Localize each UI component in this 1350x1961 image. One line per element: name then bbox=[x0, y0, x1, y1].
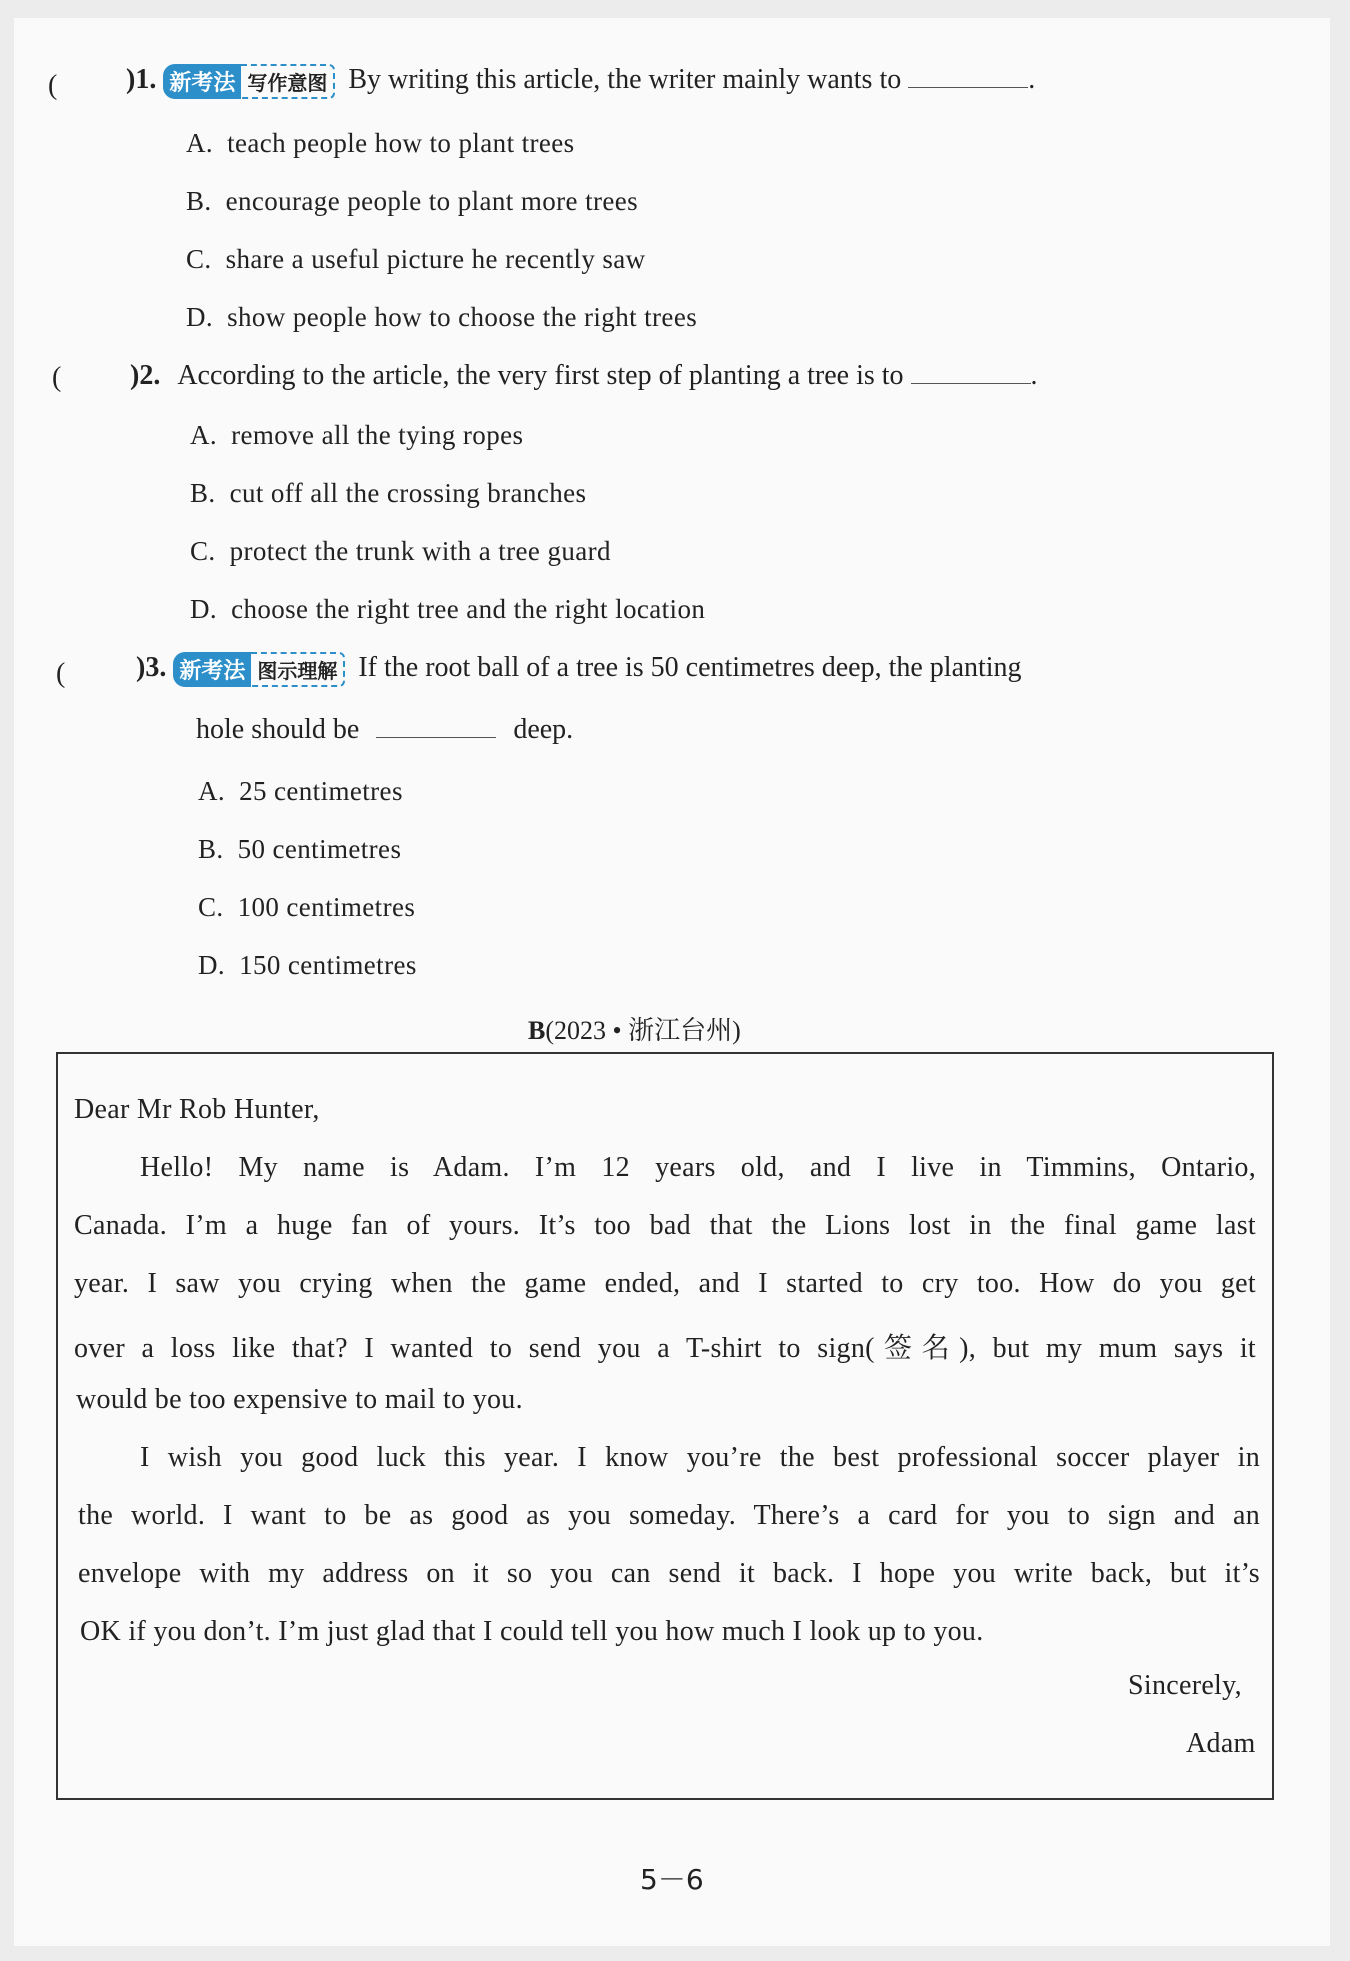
letter-line: I wish you good luck this year. I know you’re the best professional soccer player in bbox=[140, 1442, 1260, 1473]
option: B. cut off all the crossing branches bbox=[190, 478, 587, 508]
option: C. protect the trunk with a tree guard bbox=[190, 536, 611, 566]
option: D. choose the right tree and the right location bbox=[190, 594, 706, 624]
page-number: 5－6 bbox=[640, 1863, 704, 1896]
answer-paren: ( bbox=[48, 70, 58, 101]
new-method-tag: 新考法 图示理解 bbox=[173, 652, 345, 687]
section-heading: B(2023 • 浙江台州) bbox=[528, 1016, 741, 1045]
answer-blank bbox=[376, 715, 496, 738]
option: D. show people how to choose the right trees bbox=[186, 302, 698, 332]
answer-blank bbox=[911, 361, 1031, 384]
letter-signature: Adam bbox=[1186, 1728, 1256, 1759]
answer-paren: ( bbox=[52, 362, 62, 393]
answer-paren: ( bbox=[56, 658, 66, 689]
option: B. encourage people to plant more trees bbox=[186, 186, 639, 216]
letter-closing: Sincerely, bbox=[1128, 1670, 1242, 1701]
option: C. 100 centimetres bbox=[198, 892, 416, 922]
question-text: If the root ball of a tree is 50 centimetres deep, the planting bbox=[358, 652, 1022, 683]
question-number: )2. bbox=[130, 360, 161, 391]
question-1-stem: )1. 新考法 写作意图 By writing this article, the writer mainly wants to . bbox=[126, 64, 1035, 99]
question-text: According to the article, the very first step of planting a tree is to bbox=[177, 360, 904, 391]
option: A. remove all the tying ropes bbox=[190, 420, 524, 450]
question-2-stem: )2. According to the article, the very first step of planting a tree is to . bbox=[130, 360, 1038, 391]
option: A. teach people how to plant trees bbox=[186, 128, 575, 158]
letter-line: year. I saw you crying when the game ended, and I started to cry too. How do you get bbox=[74, 1268, 1256, 1299]
answer-blank bbox=[908, 65, 1028, 88]
letter-greeting: Dear Mr Rob Hunter, bbox=[74, 1094, 320, 1125]
question-3-stem-continued: hole should be deep. bbox=[196, 714, 574, 745]
letter-line: would be too expensive to mail to you. bbox=[76, 1384, 523, 1415]
letter-line: Hello! My name is Adam. I’m 12 years old, and I live in Timmins, Ontario, bbox=[140, 1152, 1256, 1183]
new-method-tag: 新考法 写作意图 bbox=[163, 64, 335, 99]
question-number: )3. bbox=[136, 652, 167, 683]
letter-line: OK if you don’t. I’m just glad that I could tell you how much I look up to you. bbox=[80, 1616, 984, 1647]
question-3-stem bbox=[136, 652, 1022, 687]
option: D. 150 centimetres bbox=[198, 950, 417, 980]
option: A. 25 centimetres bbox=[198, 776, 403, 806]
question-number: )1. bbox=[126, 64, 157, 95]
letter-line: envelope with my address on it so you can send it back. I hope you write back, but it’s bbox=[78, 1558, 1260, 1589]
question-text: By writing this article, the writer mainly wants to bbox=[348, 64, 902, 95]
option: C. share a useful picture he recently saw bbox=[186, 244, 646, 274]
option: B. 50 centimetres bbox=[198, 834, 402, 864]
letter-line: Canada. I’m a huge fan of yours. It’s too bad that the Lions lost in the final game last bbox=[74, 1210, 1256, 1241]
letter-line: the world. I want to be as good as you someday. There’s a card for you to sign and an bbox=[78, 1500, 1260, 1531]
letter-line: over a loss like that? I wanted to send you a T-shirt to sign(签名), but my mum says it bbox=[74, 1333, 1256, 1364]
